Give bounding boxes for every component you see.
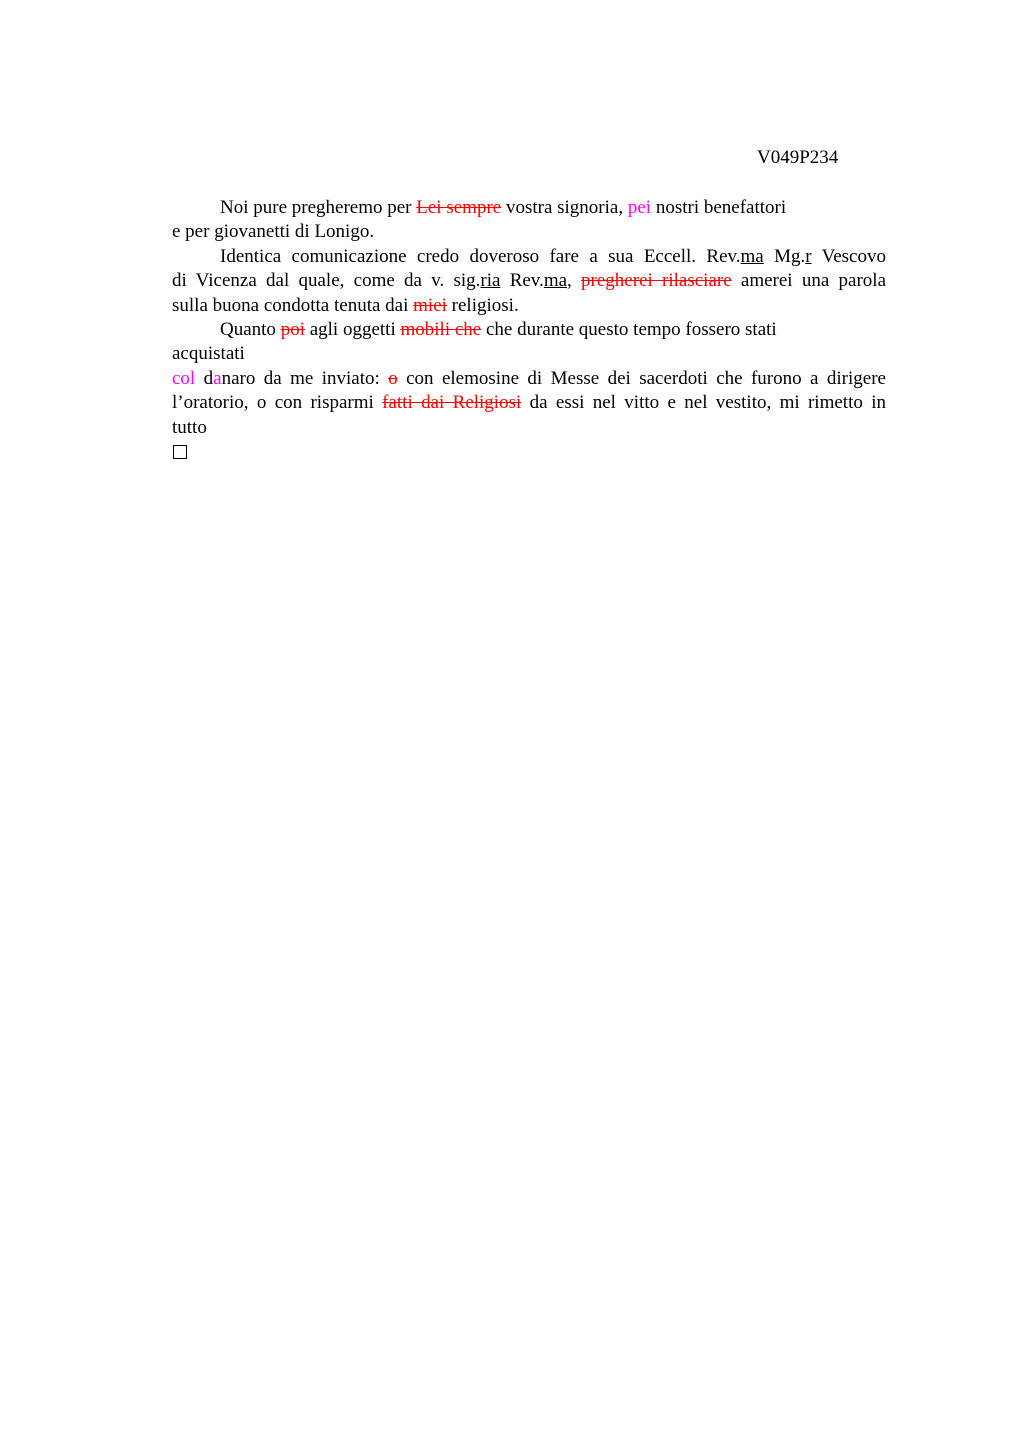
underlined-abbrev: ma <box>740 245 764 267</box>
document-body <box>172 196 886 459</box>
text-run: Rev. <box>500 270 544 292</box>
text-run: sulla buona condotta tenuta dai <box>172 294 414 316</box>
deleted-text: Lei sempre <box>416 197 502 218</box>
page-id: V049P234 <box>757 147 839 168</box>
text-run: Identica comunicazione credo doveroso fare a sua Eccell. Rev. <box>220 245 741 267</box>
paragraph-3-line-2: acquistati <box>172 343 245 365</box>
inserted-text: col <box>172 367 196 389</box>
empty-square-icon <box>173 445 187 459</box>
deleted-text: o <box>388 367 398 389</box>
deleted-text: mobili che <box>400 319 482 341</box>
text-run: religiosi. <box>446 294 519 316</box>
paragraph-3-line-4 <box>172 391 886 415</box>
text-run: da essi nel vitto e nel vestito, mi rimetto in <box>521 392 886 414</box>
paragraph-1-line-2: e per giovanetti di Lonigo. <box>172 221 375 243</box>
paragraph-1-line-1 <box>172 196 886 220</box>
underlined-abbrev: ria <box>480 270 501 292</box>
text-run: , <box>567 270 582 292</box>
paragraph-3-line-5: tutto <box>172 416 207 438</box>
text-run: amerei una parola <box>731 270 886 292</box>
paragraph-2-line-3 <box>172 294 886 318</box>
text-run: Noi pure pregheremo per <box>220 197 417 218</box>
underlined-abbrev: ma <box>543 270 568 292</box>
text-run: agli oggetti <box>304 319 401 341</box>
text-run: naro da me inviato: <box>221 367 389 389</box>
inserted-text: pei <box>627 197 652 218</box>
paragraph-3-line-1 <box>172 318 886 342</box>
text-run: nostri benefattori <box>651 197 787 218</box>
deleted-text: pregherei rilasciare <box>581 270 732 292</box>
deleted-text: miei <box>413 294 447 316</box>
paragraph-2-line-1 <box>172 245 886 269</box>
deleted-text: fatti dai Religiosi <box>382 392 522 414</box>
text-run: Vescovo <box>811 245 886 267</box>
inserted-text: a <box>213 367 222 389</box>
text-run: con elemosine di Messe dei sacerdoti che furono a dirigere <box>397 367 886 389</box>
paragraph-3-line-3 <box>172 367 886 391</box>
paragraph-2-line-2 <box>172 269 886 293</box>
text-run: Quanto <box>220 319 281 341</box>
text-run: di Vicenza dal quale, come da v. sig. <box>172 270 481 292</box>
underlined-abbrev: r <box>805 245 812 267</box>
text-run: vostra signoria, <box>501 197 628 218</box>
text-run: l’oratorio, o con risparmi <box>172 392 383 414</box>
text-run: d <box>195 367 214 389</box>
text-run: Mg. <box>763 245 806 267</box>
text-run: che durante questo tempo fossero stati <box>481 319 777 341</box>
deleted-text: poi <box>280 319 305 341</box>
